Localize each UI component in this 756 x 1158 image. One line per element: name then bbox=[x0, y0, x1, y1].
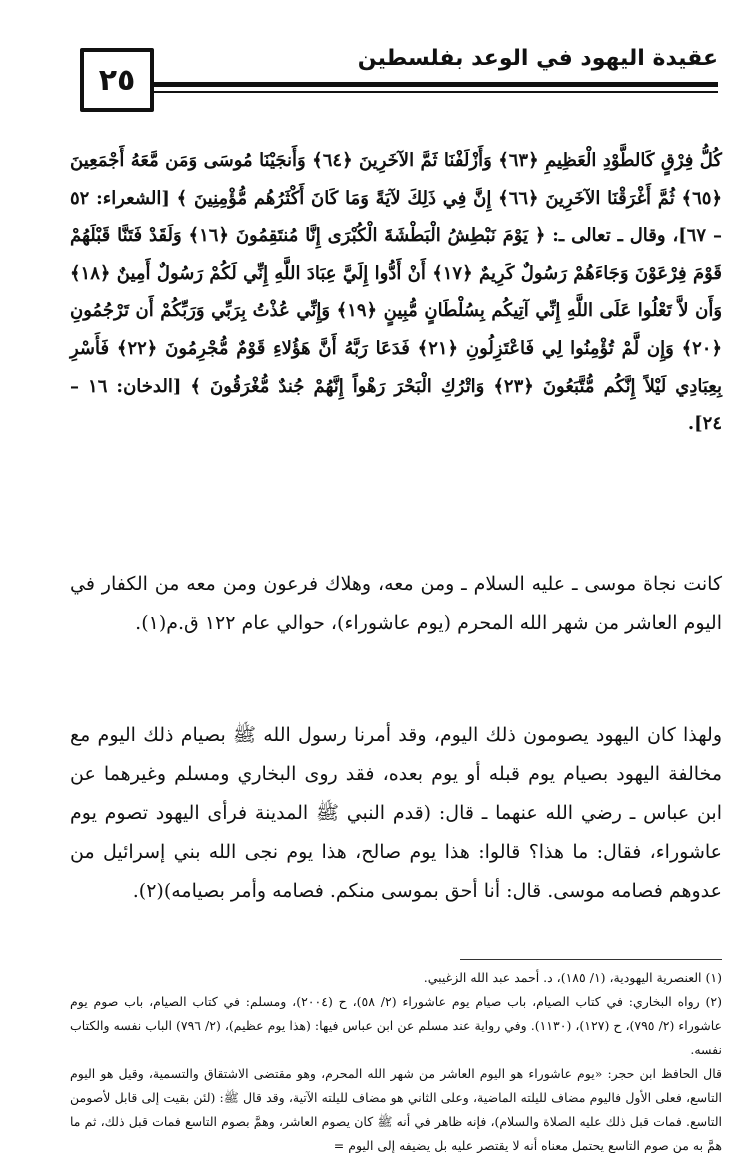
footnote-separator bbox=[460, 959, 722, 960]
footnote-2: (٢) رواه البخاري: في كتاب الصيام، باب صيام يوم عاشوراء (٢/ ٥٨)، ح (٢٠٠٤)، ومسلم: في كتاب الصيام، باب صوم يوم عاشوراء (٢/ ٧٩٥)، ح (١٢٧)، (١١٣٠). وفي رواية عند مسلم عن ابن عباس فيها: (هذا يوم عظيم)، (٢/ ٧٩٦) الباب نفسه والكتاب نفسه. bbox=[70, 994, 723, 1057]
running-title: عقيدة اليهود في الوعد بفلسطين bbox=[357, 46, 718, 71]
header-rule-thick bbox=[150, 82, 718, 87]
page-number: ٢٥ bbox=[98, 62, 136, 98]
page-header bbox=[70, 38, 720, 108]
header-rule-thin bbox=[150, 91, 718, 93]
paragraph-text: ولهذا كان اليهود يصومون ذلك اليوم، وقد أمرنا رسول الله ﷺ بصيام ذلك اليوم مع مخالفة اليهود بصيام يوم قبله أو يوم بعده، فقد روى البخاري ومسلم وغيرهما عن ابن عباس ـ رضي الله عنهما ـ قال: (قدم النبي ﷺ المدينة فرأى اليهود تصوم يوم عاشوراء، فقال: ما هذا؟ قالوا: هذا يوم صالح، هذا يوم نجى الله بني إسرائيل من عدوهم فصامه موسى. قال: أنا أحق بموسى منكم. فصامه وأمر بصيامه)(٢). bbox=[70, 724, 722, 902]
footnotes bbox=[70, 966, 722, 1158]
quran-verses-text: كُلُّ فِرْقٍ كَالطَّوْدِ الْعَظِيمِ ﴿٦٣﴾ وَأَزْلَفْنَا ثَمَّ الآخَرِينَ ﴿٦٤﴾ وَأَنجَيْنَا مُوسَى وَمَن مَّعَهُ أَجْمَعِينَ ﴿٦٥﴾ ثُمَّ أَغْرَقْنَا الآخَرِينَ ﴿٦٦﴾ إِنَّ فِي ذَلِكَ لآيَةً وَمَا كَانَ أَكْثَرُهُم مُّؤْمِنِينَ ﴾ [الشعراء: ٥٢ – ٦٧]، وقال ـ تعالى ـ: ﴿ يَوْمَ نَبْطِشُ الْبَطْشَةَ الْكُبْرَى إِنَّا مُنتَقِمُونَ ﴿١٦﴾ وَلَقَدْ فَتَنَّا قَبْلَهُمْ قَوْمَ فِرْعَوْنَ وَجَاءَهُمْ رَسُولٌ كَرِيمٌ ﴿١٧﴾ أَنْ أَدُّوا إِلَيَّ عِبَادَ اللَّهِ إِنِّي لَكُمْ رَسُولٌ أَمِينٌ ﴿١٨﴾ وَأَن لاَّ تَعْلُوا عَلَى اللَّهِ إِنِّي آتِيكُم بِسُلْطَانٍ مُّبِينٍ ﴿١٩﴾ وَإِنِّي عُذْتُ بِرَبِّي وَرَبِّكُمْ أَن تَرْجُمُونِ ﴿٢٠﴾ وَإِن لَّمْ تُؤْمِنُوا لِي فَاعْتَزِلُونِ ﴿٢١﴾ فَدَعَا رَبَّهُ أَنَّ هَؤُلاءِ قَوْمٌ مُّجْرِمُونَ ﴿٢٢﴾ فَأَسْرِ بِعِبَادِي لَيْلاً إِنَّكُم مُّتَّبَعُونَ ﴿٢٣﴾ وَاتْرُكِ الْبَحْرَ رَهْواً إِنَّهُمْ جُندٌ مُّغْرَقُونَ ﴾ [الدخان: ١٦ – ٢٤]. bbox=[70, 150, 723, 435]
paragraph-2 bbox=[70, 716, 722, 911]
footnote-2-continuation: قال الحافظ ابن حجر: «يوم عاشوراء هو اليوم العاشر من شهر الله المحرم، وهو مقتضى الاشتقاق والتسمية، وقيل هو اليوم التاسع، فعلى الأول فاليوم مضاف لليلته الماضية، وعلى الثاني هو مضاف لليلته الآتية، وقد قال ﷺ: (لئن بقيت إلى قابل لأصومن التاسع. فمات قبل ذلك عليه الصلاة والسلام)، فإنه ظاهر في أنه ﷺ كان يصوم العاشر، وهمَّ بصوم التاسع فمات قبل ذلك، ثم ما همَّ به من صوم التاسع يحتمل معناه أنه لا يقتصر عليه بل يضيفه إلى اليوم = bbox=[70, 1066, 722, 1153]
paragraph-text: كانت نجاة موسى ـ عليه السلام ـ ومن معه، وهلاك فرعون ومن معه من الكفار في اليوم العاشر من شهر الله المحرم (يوم عاشوراء)، حوالي عام ١٢٢ ق.م(١). bbox=[70, 573, 722, 634]
quran-verses-block bbox=[70, 142, 722, 443]
page-number-box bbox=[80, 48, 154, 112]
paragraph-1 bbox=[70, 565, 722, 643]
footnote-1: (١) العنصرية اليهودية، (١/ ١٨٥)، د. أحمد عبد الله الزغيبي. bbox=[423, 970, 722, 985]
